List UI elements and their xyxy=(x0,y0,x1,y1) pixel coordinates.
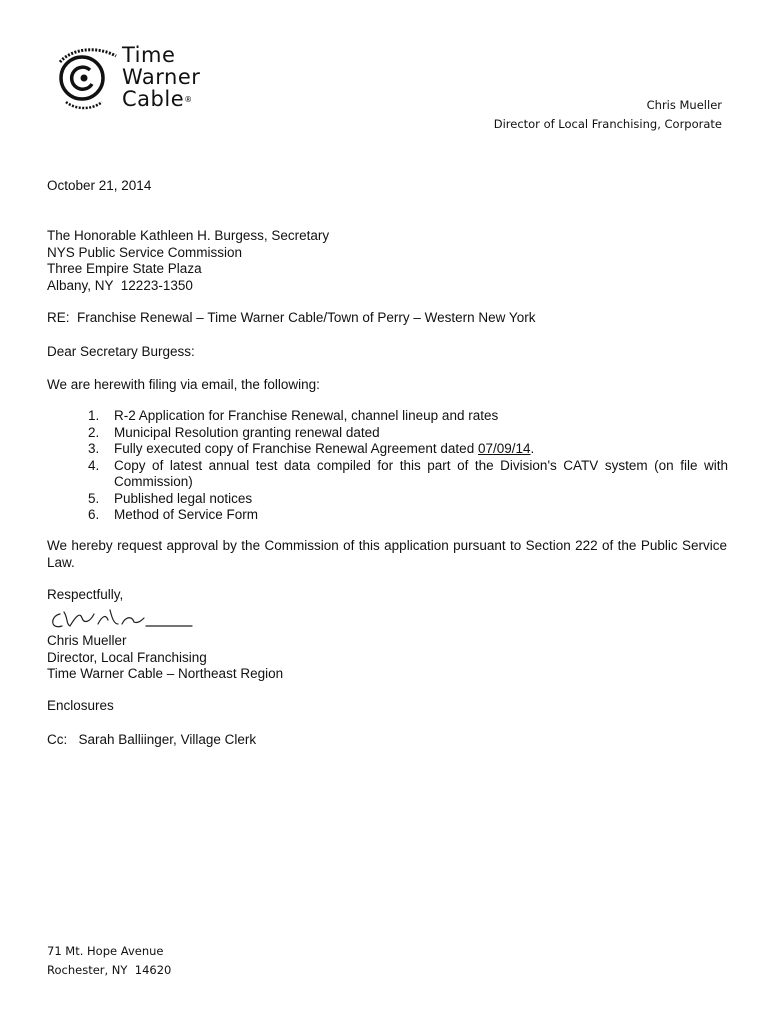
list-item xyxy=(88,408,728,425)
list-item-text: Method of Service Form xyxy=(114,507,259,522)
recipient-address xyxy=(47,228,329,294)
salutation: Dear Secretary Burgess: xyxy=(47,344,195,359)
list-item-text: Municipal Resolution granting renewal dated xyxy=(114,424,380,440)
footer-line: Rochester, NY 14620 xyxy=(47,963,172,977)
request-paragraph: We hereby request approval by the Commission of this application pursuant to Section 222 of the Public Service Law. xyxy=(47,538,727,570)
list-item-number: 2. xyxy=(88,424,100,440)
signer-title: Director, Local Franchising xyxy=(47,649,207,665)
sender-title: Director of Local Franchising, Corporate xyxy=(493,117,722,131)
recipient-line: NYS Public Service Commission xyxy=(47,244,243,260)
list-item-number: 4. xyxy=(88,457,100,473)
company-logo xyxy=(46,40,216,120)
sender-name: Chris Mueller xyxy=(646,98,722,112)
agreement-date: 07/09/14 xyxy=(477,441,531,456)
cc-line: Cc: Sarah Balliinger, Village Clerk xyxy=(47,732,257,747)
logo-word-time: Time xyxy=(122,43,176,67)
enclosures-label: Enclosures xyxy=(47,698,114,713)
intro-text: We are herewith filing via email, the following: xyxy=(47,377,320,392)
list-item-number: 5. xyxy=(88,490,100,506)
list-item xyxy=(88,458,728,491)
enclosure-list xyxy=(88,408,728,524)
list-item xyxy=(88,491,728,508)
footer-address xyxy=(47,942,171,980)
list-item-text: R-2 Application for Franchise Renewal, channel lineup and rates xyxy=(114,408,499,423)
logo-word-warner: Warner xyxy=(122,65,201,89)
signer-company: Time Warner Cable – Northeast Region xyxy=(47,666,284,681)
list-item xyxy=(88,507,728,524)
list-item-number: 3. xyxy=(88,441,100,456)
list-item xyxy=(88,425,728,442)
list-item-tail: . xyxy=(530,441,535,456)
closing: Respectfully, xyxy=(47,587,124,602)
recipient-line: Albany, NY 12223-1350 xyxy=(47,277,193,293)
letter-date: October 21, 2014 xyxy=(47,178,152,193)
footer-line: 71 Mt. Hope Avenue xyxy=(47,944,164,958)
time-warner-cable-eye-ear-icon xyxy=(46,40,126,120)
recipient-line: Three Empire State Plaza xyxy=(47,261,202,276)
list-item-text: Published legal notices xyxy=(114,490,253,506)
list-item xyxy=(88,441,728,458)
list-item-number: 6. xyxy=(88,507,100,522)
subject-line: RE: Franchise Renewal – Time Warner Cable/Town of Perry – Western New York xyxy=(47,310,536,325)
handwritten-signature xyxy=(46,604,206,634)
signer-name: Chris Mueller xyxy=(47,633,127,648)
signer-block xyxy=(47,633,283,683)
logo-word-cable: Cable® xyxy=(122,87,193,111)
list-item-text: Copy of latest annual test data compiled for this part of the Division's CATV system (on file with Commission) xyxy=(114,457,728,489)
sender-block xyxy=(494,96,722,134)
recipient-line: The Honorable Kathleen H. Burgess, Secretary xyxy=(47,228,330,243)
list-item-number: 1. xyxy=(88,408,100,423)
list-item-text: Fully executed copy of Franchise Renewal Agreement dated xyxy=(114,441,478,456)
